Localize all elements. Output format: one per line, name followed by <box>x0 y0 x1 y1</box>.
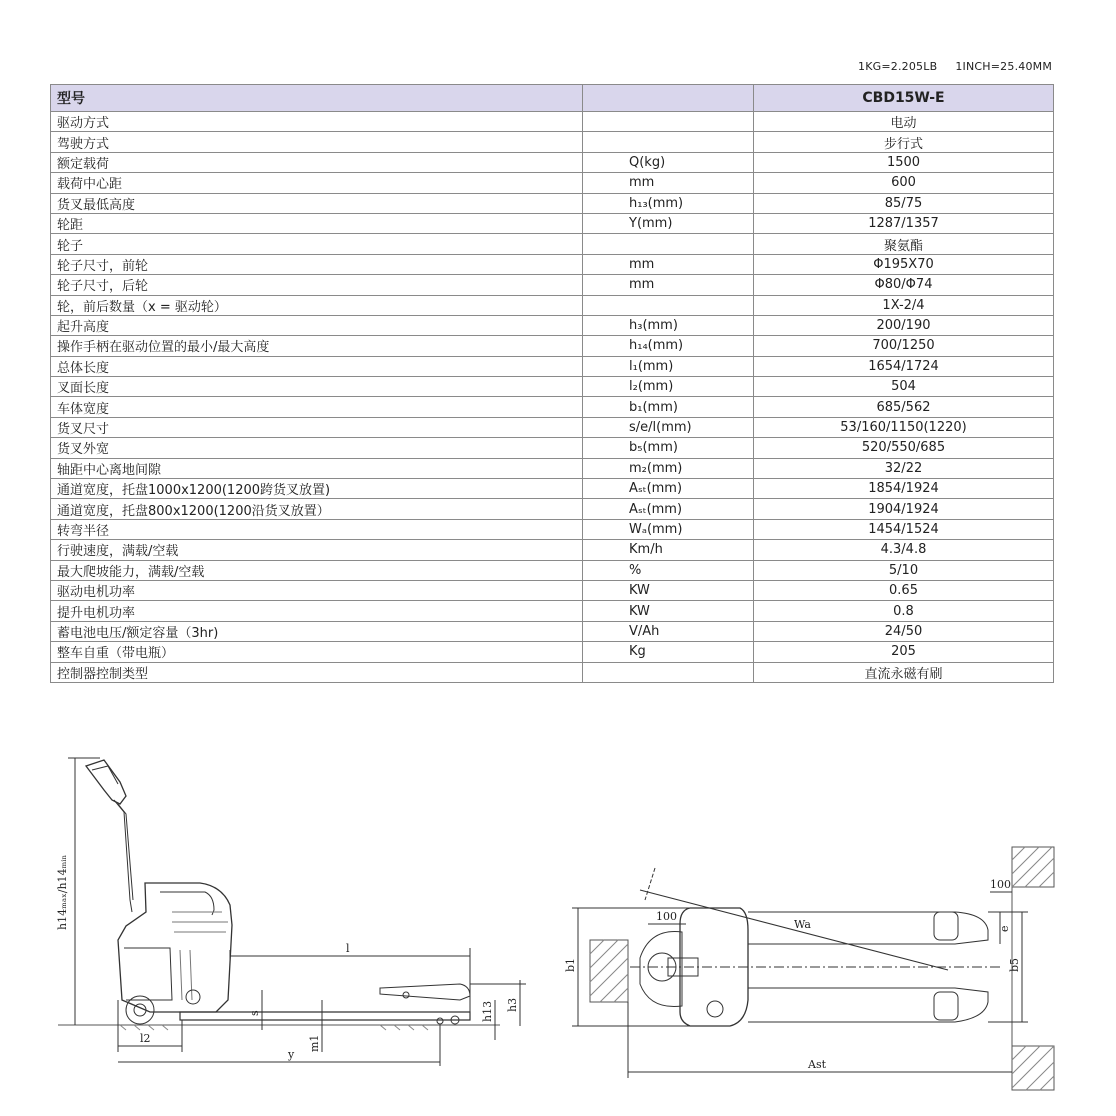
spec-unit: mm <box>583 173 754 193</box>
table-row <box>51 213 1054 233</box>
spec-label: 货叉外宽 <box>51 438 583 458</box>
spec-unit <box>583 295 754 315</box>
spec-table-body <box>51 112 1054 683</box>
spec-label: 货叉尺寸 <box>51 417 583 437</box>
spec-unit: l₂(mm) <box>583 377 754 397</box>
spec-value: 700/1250 <box>754 336 1054 356</box>
spec-value: 53/160/1150(1220) <box>754 417 1054 437</box>
table-row <box>51 438 1054 458</box>
table-row <box>51 601 1054 621</box>
spec-label: 轮子 <box>51 234 583 254</box>
spec-value: 1287/1357 <box>754 213 1054 233</box>
spec-value: 85/75 <box>754 193 1054 213</box>
spec-value: 205 <box>754 642 1054 662</box>
table-row <box>51 112 1054 132</box>
spec-value: 520/550/685 <box>754 438 1054 458</box>
table-header-row <box>51 85 1054 112</box>
m1-label: m1 <box>308 1034 321 1052</box>
spec-value: 685/562 <box>754 397 1054 417</box>
dim-100-right: 100 <box>990 878 1011 891</box>
spec-unit: b₁(mm) <box>583 397 754 417</box>
spec-value: 0.65 <box>754 580 1054 600</box>
spec-label: 驾驶方式 <box>51 132 583 152</box>
ast-label: Ast <box>808 1058 827 1071</box>
y-label: y <box>288 1048 295 1061</box>
spec-unit: % <box>583 560 754 580</box>
table-row <box>51 173 1054 193</box>
spec-label: 轮，前后数量（x = 驱动轮） <box>51 295 583 315</box>
spec-unit: Km/h <box>583 540 754 560</box>
e-label: e <box>998 925 1011 932</box>
spec-value: 1904/1924 <box>754 499 1054 519</box>
spec-unit <box>583 662 754 682</box>
table-row <box>51 377 1054 397</box>
spec-label: 轴距中心离地间隙 <box>51 458 583 478</box>
spec-value: 5/10 <box>754 560 1054 580</box>
table-row <box>51 417 1054 437</box>
spec-value: 聚氨酯 <box>754 234 1054 254</box>
spec-table <box>50 84 1054 683</box>
spec-label: 最大爬坡能力，满载/空载 <box>51 560 583 580</box>
spec-label: 控制器控制类型 <box>51 662 583 682</box>
spec-label: 车体宽度 <box>51 397 583 417</box>
spec-unit: h₁₃(mm) <box>583 193 754 213</box>
l-label: l <box>346 942 350 955</box>
spec-unit: h₃(mm) <box>583 315 754 335</box>
spec-unit: l₁(mm) <box>583 356 754 376</box>
spec-unit <box>583 112 754 132</box>
b1-label: b1 <box>564 957 577 972</box>
table-row <box>51 499 1054 519</box>
h3-label: h3 <box>506 997 519 1012</box>
spec-value: 直流永磁有刷 <box>754 662 1054 682</box>
wa-label: Wa <box>794 918 811 931</box>
table-row <box>51 132 1054 152</box>
kg-conversion: 1KG=2.205LB <box>858 60 938 73</box>
table-row <box>51 397 1054 417</box>
unit-header <box>583 85 754 112</box>
spec-unit <box>583 234 754 254</box>
technical-drawing <box>0 700 1116 1100</box>
model-value: CBD15W-E <box>754 85 1054 112</box>
spec-label: 转弯半径 <box>51 519 583 539</box>
table-row <box>51 458 1054 478</box>
spec-unit: V/Ah <box>583 621 754 641</box>
spec-label: 总体长度 <box>51 356 583 376</box>
inch-conversion: 1INCH=25.40MM <box>955 60 1053 73</box>
h13-label: h13 <box>481 1000 494 1022</box>
table-row <box>51 479 1054 499</box>
table-row <box>51 254 1054 274</box>
model-label: 型号 <box>51 85 583 112</box>
spec-value: 1500 <box>754 152 1054 172</box>
spec-label: 操作手柄在驱动位置的最小/最大高度 <box>51 336 583 356</box>
spec-unit: b₅(mm) <box>583 438 754 458</box>
spec-value: 1X-2/4 <box>754 295 1054 315</box>
spec-label: 通道宽度，托盘800x1200(1200沿货叉放置） <box>51 499 583 519</box>
s-label: s <box>248 1010 261 1016</box>
table-row <box>51 275 1054 295</box>
spec-unit: mm <box>583 275 754 295</box>
spec-label: 轮子尺寸，后轮 <box>51 275 583 295</box>
spec-value: Φ80/Φ74 <box>754 275 1054 295</box>
table-row <box>51 356 1054 376</box>
spec-value: 32/22 <box>754 458 1054 478</box>
table-row <box>51 642 1054 662</box>
spec-label: 额定载荷 <box>51 152 583 172</box>
l2-label: l2 <box>140 1032 151 1045</box>
spec-label: 提升电机功率 <box>51 601 583 621</box>
spec-unit: KW <box>583 601 754 621</box>
spec-unit <box>583 132 754 152</box>
table-row <box>51 621 1054 641</box>
table-row <box>51 580 1054 600</box>
table-row <box>51 152 1054 172</box>
spec-value: 1654/1724 <box>754 356 1054 376</box>
table-row <box>51 295 1054 315</box>
spec-value: 600 <box>754 173 1054 193</box>
spec-value: Φ195X70 <box>754 254 1054 274</box>
spec-label: 驱动方式 <box>51 112 583 132</box>
spec-value: 1454/1524 <box>754 519 1054 539</box>
table-row <box>51 193 1054 213</box>
spec-label: 蓄电池电压/额定容量（3hr) <box>51 621 583 641</box>
spec-label: 载荷中心距 <box>51 173 583 193</box>
spec-unit: h₁₄(mm) <box>583 336 754 356</box>
unit-conversion <box>858 60 1052 73</box>
spec-value: 电动 <box>754 112 1054 132</box>
spec-unit: mm <box>583 254 754 274</box>
table-row <box>51 519 1054 539</box>
spec-value: 4.3/4.8 <box>754 540 1054 560</box>
table-row <box>51 234 1054 254</box>
spec-label: 整车自重（带电瓶） <box>51 642 583 662</box>
spec-label: 行驶速度，满载/空载 <box>51 540 583 560</box>
spec-label: 起升高度 <box>51 315 583 335</box>
spec-value: 504 <box>754 377 1054 397</box>
table-row <box>51 315 1054 335</box>
spec-unit: Wₐ(mm) <box>583 519 754 539</box>
spec-value: 1854/1924 <box>754 479 1054 499</box>
spec-value: 24/50 <box>754 621 1054 641</box>
table-row <box>51 560 1054 580</box>
spec-label: 叉面长度 <box>51 377 583 397</box>
table-row <box>51 540 1054 560</box>
spec-label: 轮子尺寸，前轮 <box>51 254 583 274</box>
spec-unit: KW <box>583 580 754 600</box>
side-view <box>58 758 526 1066</box>
spec-label: 轮距 <box>51 213 583 233</box>
spec-unit: m₂(mm) <box>583 458 754 478</box>
b5-label: b5 <box>1008 957 1021 972</box>
spec-label: 驱动电机功率 <box>51 580 583 600</box>
dim-100-left: 100 <box>656 910 677 923</box>
h14-label: h14ₘₐₓ/h14ₘᵢₙ <box>56 854 69 930</box>
top-view <box>572 847 1054 1090</box>
spec-label: 通道宽度，托盘1000x1200(1200跨货叉放置) <box>51 479 583 499</box>
spec-unit: Aₛₜ(mm) <box>583 499 754 519</box>
spec-unit: Y(mm) <box>583 213 754 233</box>
spec-label: 货叉最低高度 <box>51 193 583 213</box>
table-row <box>51 336 1054 356</box>
spec-value: 200/190 <box>754 315 1054 335</box>
table-row <box>51 662 1054 682</box>
spec-value: 0.8 <box>754 601 1054 621</box>
spec-unit: Kg <box>583 642 754 662</box>
spec-value: 步行式 <box>754 132 1054 152</box>
spec-unit: Aₛₜ(mm) <box>583 479 754 499</box>
spec-unit: Q(kg) <box>583 152 754 172</box>
spec-unit: s/e/l(mm) <box>583 417 754 437</box>
